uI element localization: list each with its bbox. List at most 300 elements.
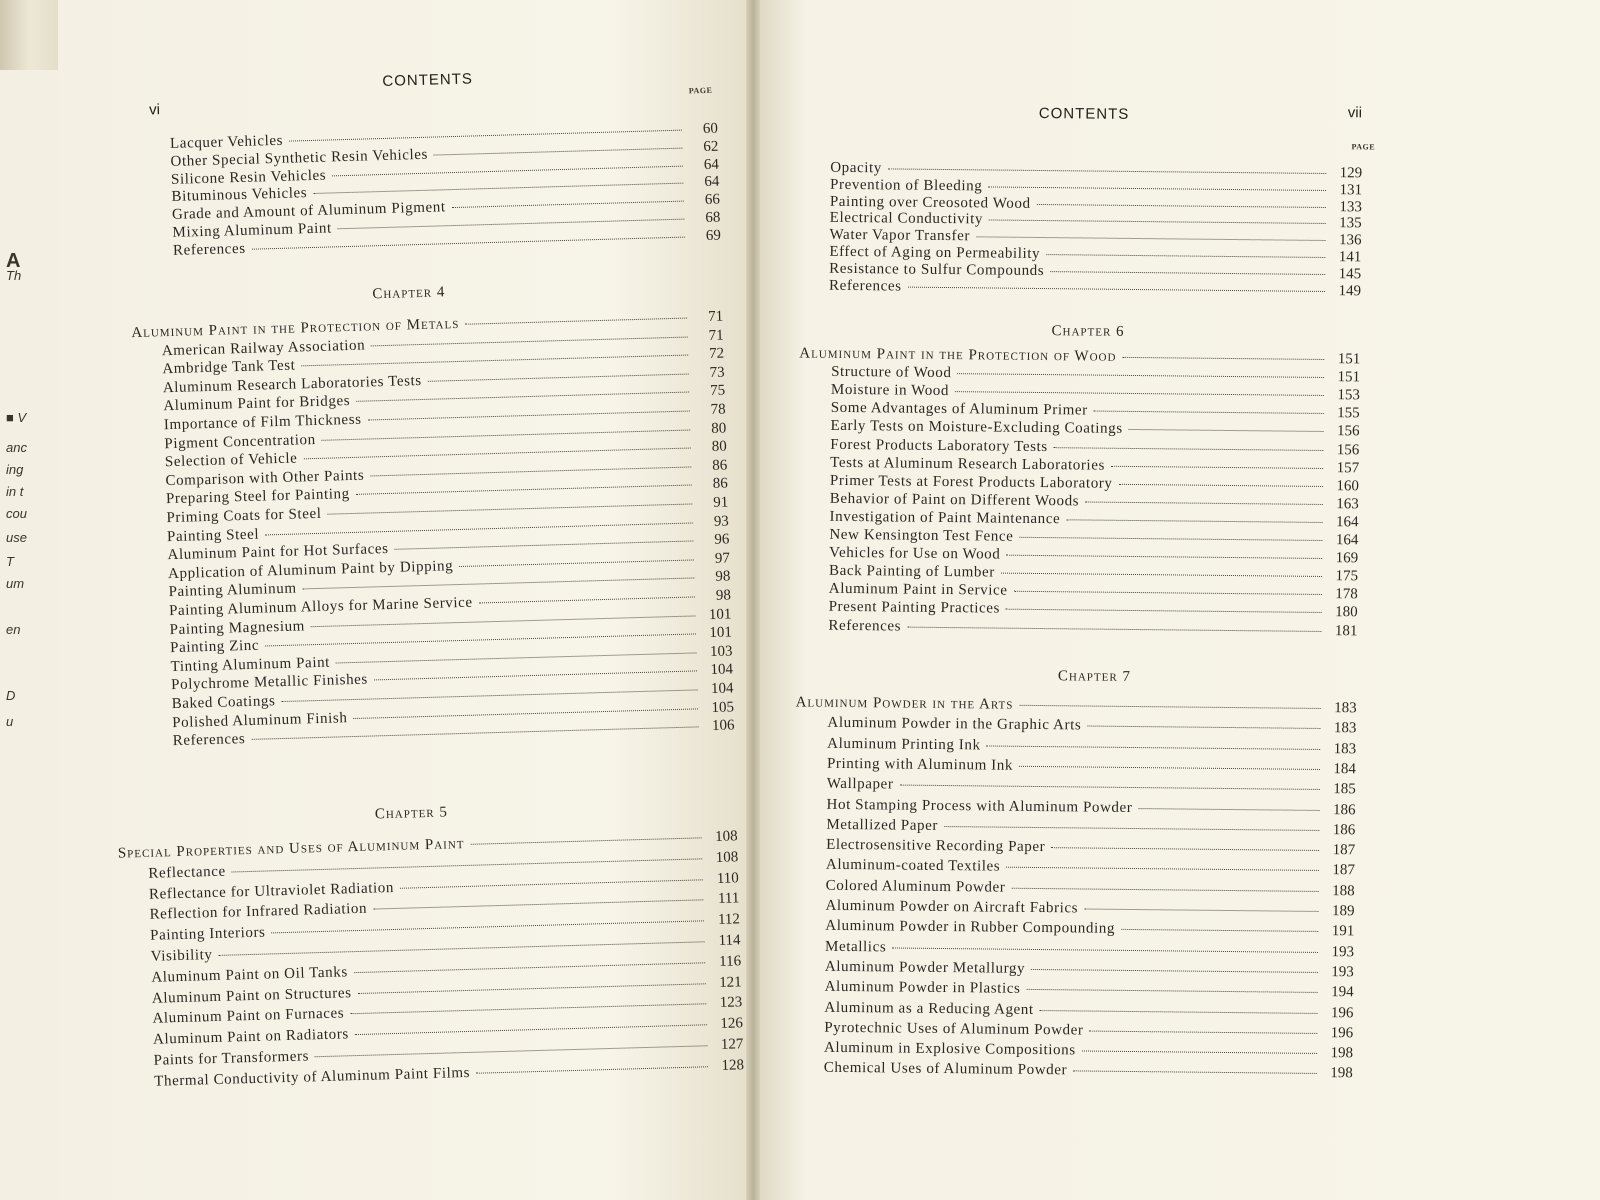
underlying-text-fragment: D [6,688,16,703]
dot-leader [315,1045,707,1057]
toc-entry-page: 185 [1333,781,1356,798]
toc-entry [825,899,1354,920]
toc-entry-title: Mixing Aluminum Paint [172,220,333,241]
toc-entry-page: 183 [1333,720,1357,737]
toc-entry-title: Tinting Aluminum Paint [170,654,331,675]
dot-leader [434,147,682,155]
toc-entry-page: 72 [708,345,725,363]
dot-leader [232,858,702,872]
toc-entry-title: New Kensington Test Fence [829,526,1014,545]
underlying-text-fragment: ing [6,462,24,477]
toc-entry-page: 153 [1337,387,1360,404]
toc-entry [828,618,1357,639]
toc-entry-page: 133 [1339,198,1362,215]
toc-entry-title: Water Vapor Transfer [829,226,971,245]
toc-entry-title: American Railway Association [161,337,366,359]
toc-entry-page: 193 [1331,963,1354,981]
dot-leader [1085,501,1323,504]
toc-entry-title: Bituminous Vehicles [171,185,308,206]
toc-entry-page: 64 [703,156,720,173]
dot-leader [1006,867,1319,871]
page-heading: CONTENTS [1038,104,1130,123]
toc-entry-page: 73 [709,364,725,381]
dot-leader [371,336,687,346]
book-gutter [746,0,760,1200]
chapter-heading: Chapter 5 [374,804,449,823]
toc-entry-title: Moisture in Wood [830,382,950,400]
toc-entry-title: Wallpaper [826,775,894,793]
dot-leader [1094,411,1324,414]
toc-entry-title: Structure of Wood [831,363,952,382]
toc-entry-page: 60 [702,120,719,138]
dot-leader [1121,929,1318,932]
toc-entry [824,1021,1353,1042]
toc-entry-page: 101 [709,624,733,642]
dot-leader [989,220,1326,225]
underlying-text-fragment: um [6,576,25,591]
toc-entry-page: 71 [708,327,724,344]
toc-entry-title: Baked Coatings [171,693,276,713]
toc-entry-page: 164 [1335,514,1359,531]
toc-entry-page: 86 [712,475,728,493]
dot-leader [313,183,683,194]
dot-leader [358,983,706,994]
dot-leader [311,615,695,627]
toc-entry-page: 196 [1330,1024,1354,1042]
dot-leader [350,1004,706,1015]
toc-entry [826,838,1355,859]
toc-entry-page: 160 [1336,477,1360,495]
page-column-label: PAGE [1351,142,1376,152]
dot-leader [1026,989,1317,993]
dot-leader [303,448,690,460]
dot-leader [428,373,689,381]
toc-entry-page: 193 [1331,943,1355,960]
toc-entry [829,600,1358,621]
toc-entry-page: 110 [716,869,740,887]
toc-entry-title: Painting Zinc [169,637,260,657]
toc-entry-page: 187 [1332,862,1355,879]
toc-entry-title: Aluminum as a Reducing Agent [824,999,1034,1018]
dot-leader [271,921,703,934]
toc-entry-title: Reflectance [148,863,227,882]
toc-entry-page: 126 [720,1015,744,1033]
toc-entry-page: 98 [715,568,731,586]
dot-leader [1119,484,1323,487]
dot-leader [1014,591,1322,595]
toc-entry-title: Pigment Concentration [164,431,316,452]
dot-leader [1129,429,1324,432]
toc-entry-page: 198 [1330,1045,1354,1062]
dot-leader [1031,969,1318,973]
toc-entry-title: Priming Coats for Steel [166,505,322,527]
dot-leader [1087,726,1320,729]
dot-leader [356,485,692,495]
toc-entry [827,757,1356,778]
toc-entry-title: Primer Tests at Forest Products Laboratory [829,472,1113,492]
toc-entry-page: 111 [717,890,740,908]
toc-entry-page: 191 [1331,923,1355,940]
toc-entry [825,939,1354,960]
dot-leader [908,286,1325,291]
dot-leader [251,727,698,740]
toc-entry-page: 75 [709,382,726,400]
dot-leader [1073,1071,1317,1075]
toc-entry-title: Painting Magnesium [169,617,306,638]
toc-entry-page: 127 [720,1036,744,1053]
toc-entry-title: Pyrotechnic Uses of Aluminum Powder [824,1019,1084,1039]
toc-entry-page: 103 [709,643,733,660]
toc-entry-page: 78 [710,401,726,418]
toc-entry-title: Visibility [150,947,213,965]
toc-entry-page: 156 [1336,441,1360,458]
dot-leader [1019,537,1322,541]
toc-entry-page: 181 [1334,622,1358,639]
toc-entry-title: Back Painting of Lumber [828,562,995,581]
toc-entry-page: 178 [1335,586,1358,603]
toc-entry-page: 169 [1335,550,1359,567]
toc-entry-page: 187 [1332,842,1356,859]
dot-leader [1046,254,1325,258]
right-page [755,0,1600,1200]
toc-entry-page: 114 [718,932,741,949]
toc-entry-title: Painting Aluminum Alloys for Marine Service [168,594,473,620]
toc-entry-page: 186 [1332,801,1356,818]
dot-leader [322,429,691,440]
toc-entry-title: Special Properties and Uses of Aluminum Paint [117,835,465,862]
dot-leader [944,826,1319,831]
chapter-heading: Chapter 6 [1051,323,1125,340]
dot-leader [338,219,685,230]
toc-entry-page: 104 [710,680,734,698]
underlying-text-fragment: u [6,714,14,729]
toc-entry-page: 80 [710,420,727,437]
toc-entry-title: Other Special Synthetic Resin Vehicles [170,146,429,170]
toc-entry-page: 164 [1335,532,1359,549]
toc-entry-page: 96 [714,531,730,549]
dot-leader [219,941,705,956]
dot-leader [987,745,1321,749]
toc-entry-page: 66 [704,191,721,209]
toc-entry-page: 194 [1331,984,1354,1001]
toc-entry-page: 106 [711,717,735,735]
dot-leader [1111,465,1323,468]
toc-entry [824,1000,1353,1021]
toc-entry-page: 71 [707,308,724,325]
dot-leader [327,503,692,514]
toc-entry-title: Aluminum Paint on Furnaces [152,1005,345,1028]
dot-leader [265,634,696,647]
dot-leader [1001,573,1322,577]
dot-leader [1090,1030,1318,1033]
toc-entry-title: Polished Aluminum Finish [171,709,348,731]
toc-entry-title: Early Tests on Moisture-Excluding Coatings [830,418,1123,438]
dot-leader [1066,519,1322,523]
toc-entry-page: 123 [719,994,743,1012]
toc-entry-title: Silicone Resin Vehicles [170,167,327,188]
dot-leader [1082,1051,1317,1054]
toc-entry-title: Electrical Conductivity [829,210,984,228]
toc-entry-title: Aluminum Printing Ink [827,735,981,753]
dot-leader [888,168,1326,174]
toc-entry-title: Aluminum Powder in the Graphic Arts [827,715,1082,734]
underlying-text-fragment: anc [6,440,27,455]
underlying-text-fragment: en [6,622,21,637]
underlying-text-fragment: use [6,530,27,545]
toc-entry-page: 175 [1335,568,1359,585]
page-number: vii [1347,104,1363,122]
toc-entry-title: Aluminum Paint on Oil Tanks [151,964,349,986]
toc-entry-title: Aluminum Powder in Rubber Compounding [825,918,1116,938]
toc-entry-title: Chemical Uses of Aluminum Powder [823,1060,1068,1079]
toc-entry-title: Electrosensitive Recording Paper [826,836,1046,856]
chapter-heading: Chapter 7 [1057,668,1132,685]
toc-entry-page: 156 [1336,423,1360,440]
toc-entry-title: Grade and Amount of Aluminum Pigment [171,199,446,224]
toc-entry-title: Preparing Steel for Painting [165,486,351,508]
dot-leader [452,201,684,208]
toc-entry [826,878,1355,899]
toc-entry-title: Aluminum Powder in Plastics [824,978,1021,998]
toc-entry-title: Aluminum Paint for Hot Surfaces [167,541,389,564]
toc-entry-page: 131 [1339,181,1363,199]
underlying-text-fragment: A [6,250,21,272]
underlying-text-fragment: T [6,554,14,569]
dot-leader [395,541,694,550]
toc-entry-title: Tests at Aluminum Research Laboratories [830,454,1106,474]
dot-leader [1122,357,1324,360]
dot-leader [289,130,682,142]
toc-entry-title: References [828,277,902,295]
dot-leader [356,392,689,402]
page-number: vi [148,101,161,119]
toc-entry-title: References [172,731,246,750]
page-column-label: PAGE [688,85,713,96]
toc-entry-title: Hot Stamping Process with Aluminum Powder [826,796,1133,816]
toc-entry-title: Aluminum Paint on Radiators [152,1026,350,1048]
left-page [58,0,753,1200]
dot-leader [332,165,683,176]
toc-entry-title: Aluminum Paint in the Protection of Metals [131,315,460,342]
dot-leader [1011,887,1318,891]
toc-entry-title: Vehicles for Use on Wood [829,544,1001,563]
toc-entry-title: Lacquer Vehicles [169,132,284,152]
dot-leader [353,708,698,719]
toc-entry-title: Aluminum Paint on Structures [151,984,352,1007]
toc-entry-title: Resistance to Sulfur Compounds [829,260,1045,279]
underlying-text-fragment: ■ V [6,410,27,425]
toc-entry-page: 188 [1332,882,1355,900]
toc-entry [826,818,1355,839]
toc-entry [829,278,1361,299]
toc-entry-page: 93 [713,513,730,530]
dot-leader [465,318,687,325]
dot-leader [1084,908,1318,911]
dot-leader [899,785,1319,790]
toc-entry-title: Reflection for Infrared Radiation [149,901,368,924]
dot-leader [1006,609,1322,613]
dot-leader [265,522,693,535]
dot-leader [476,1066,708,1073]
toc-entry-title: Behavior of Paint on Different Woods [829,490,1080,510]
dot-leader [459,559,694,567]
toc-entry-title: Colored Aluminum Powder [825,877,1006,896]
toc-entry-page: 129 [1339,165,1363,182]
dot-leader [1006,555,1322,559]
toc-entry-title: References [828,617,902,635]
toc-entry [825,960,1354,981]
underlying-text-fragment: Th [6,268,22,283]
dot-leader [252,236,685,249]
toc-entry-page: 101 [708,606,732,623]
toc-entry-title: Some Advantages of Aluminum Primer [830,400,1088,419]
toc-entry-page: 98 [715,587,732,604]
toc-entry-title: Painting Aluminum [168,580,297,601]
toc-entry-page: 183 [1334,700,1357,717]
toc-entry-page: 64 [704,173,720,191]
underlying-text-fragment: cou [6,506,27,521]
toc-entry-page: 108 [715,849,739,866]
toc-entry-page: 116 [718,953,742,970]
toc-entry-page: 189 [1331,903,1355,920]
toc-entry-title: Polychrome Metallic Finishes [170,672,369,694]
dot-leader [373,900,703,910]
toc-entry [827,777,1356,798]
toc-entry-title: Metallized Paper [826,816,939,834]
toc-entry-title: Comparison with Other Paints [165,467,365,489]
toc-entry-title: Effect of Aging on Permeability [829,243,1041,262]
toc-entry-title: Opacity [830,159,883,177]
dot-leader [400,879,703,888]
toc-entry-page: 105 [711,698,735,716]
dot-leader [1037,204,1326,208]
toc-entry-page: 183 [1333,740,1357,757]
dot-leader [976,237,1325,242]
toc-entry-page: 180 [1335,604,1358,621]
toc-entry-title: Aluminum in Explosive Compositions [823,1039,1076,1059]
toc-entry-title: Importance of Film Thickness [163,411,362,434]
toc-entry-page: 104 [710,661,734,679]
toc-entry-page: 91 [713,494,729,511]
dot-leader [988,186,1326,191]
dot-leader [1054,447,1324,451]
dot-leader [336,652,697,663]
toc-entry [826,797,1355,818]
toc-entry-page: 86 [712,457,728,474]
toc-entry-title: Prevention of Bleeding [829,176,983,195]
dot-leader [1019,705,1320,709]
toc-entry-title: Metallics [825,938,887,956]
toc-entry-title: Aluminum Powder Metallurgy [824,958,1026,977]
toc-entry-title: Application of Aluminum Paint by Dipping [167,557,454,582]
toc-entry-page: 196 [1330,1004,1354,1021]
toc-entry-title: Selection of Vehicle [164,450,298,471]
toc-entry-title: Forest Products Laboratory Tests [830,436,1048,455]
dot-leader [471,837,702,844]
toc-entry [824,1041,1353,1062]
toc-entry-page: 80 [711,438,727,456]
toc-entry-title: Thermal Conductivity of Aluminum Paint Films [154,1064,471,1090]
toc-entry [825,980,1354,1001]
dot-leader [281,689,697,702]
toc-entry-title: Investigation of Paint Maintenance [829,508,1061,528]
underlying-text-fragment: in t [6,484,24,499]
dot-leader [957,373,1324,378]
toc-entry [827,716,1356,737]
dot-leader [370,466,691,476]
dot-leader [374,671,697,681]
toc-entry [824,1061,1353,1082]
toc-entry-title: Ambridge Tank Test [162,357,296,378]
toc-entry-title: Painting Steel [166,526,260,545]
toc-entry-page: 198 [1330,1065,1353,1082]
dot-leader [907,626,1321,631]
toc-entry-page: 145 [1338,265,1362,283]
dot-leader [301,355,688,367]
toc-entry-page: 151 [1337,351,1361,368]
toc-entry-title: Printing with Aluminum Ink [826,755,1014,774]
dot-leader [1051,847,1319,851]
toc-entry-title: Aluminum Paint for Bridges [163,393,351,415]
toc-entry-title: References [172,240,246,259]
toc-entry-title: Painting Interiors [149,924,266,944]
toc-entry [827,736,1356,757]
dot-leader [955,391,1324,396]
toc-entry-page: 136 [1338,232,1362,249]
toc-entry-page: 121 [718,973,742,991]
dot-leader [479,596,695,603]
dot-leader [1019,766,1320,770]
toc-entry-page: 97 [714,550,731,567]
toc-entry-page: 128 [721,1057,745,1074]
toc-entry-title: Present Painting Practices [828,599,1001,617]
toc-entry-page: 184 [1333,760,1357,778]
chapter-heading: Chapter 4 [372,284,446,303]
toc-entry-title: Paints for Transformers [153,1048,310,1069]
toc-entry [825,919,1354,940]
dot-leader [355,1024,707,1035]
dot-leader [1040,1010,1318,1014]
toc-entry [826,858,1355,879]
toc-entry-title: Aluminum-coated Textiles [825,857,1001,876]
toc-entry-title: Painting over Creosoted Wood [829,193,1031,212]
toc-entry-title: Reflectance for Ultraviolet Radiation [148,879,395,903]
toc-entry-page: 149 [1338,282,1362,299]
toc-entry-page: 69 [705,227,722,244]
dot-leader [892,947,1318,952]
toc-entry-title: Aluminum Paint in Service [828,581,1008,599]
dot-leader [368,411,690,421]
dot-leader [1050,271,1325,275]
dot-leader [354,962,705,973]
page-heading: CONTENTS [382,70,474,90]
toc-entry-page: 108 [714,828,738,845]
chapter-title-entry [796,695,1357,716]
toc-entry-page: 68 [705,209,721,227]
toc-entry-title: Aluminum Powder on Aircraft Fabrics [825,897,1079,917]
toc-entry-title: Aluminum Powder in the Arts [795,694,1014,713]
toc-entry-title: Aluminum Paint in the Protection of Wood [799,345,1117,365]
toc-entry-page: 141 [1338,249,1362,266]
toc-entry-page: 62 [703,138,719,155]
toc-entry-page: 135 [1339,215,1362,232]
toc-entry-page: 151 [1337,369,1361,386]
dot-leader [1138,808,1319,811]
toc-entry-title: Aluminum Research Laboratories Tests [162,372,422,397]
toc-entry-page: 186 [1332,821,1356,839]
toc-entry-page: 155 [1337,405,1360,422]
dot-leader [303,578,695,590]
